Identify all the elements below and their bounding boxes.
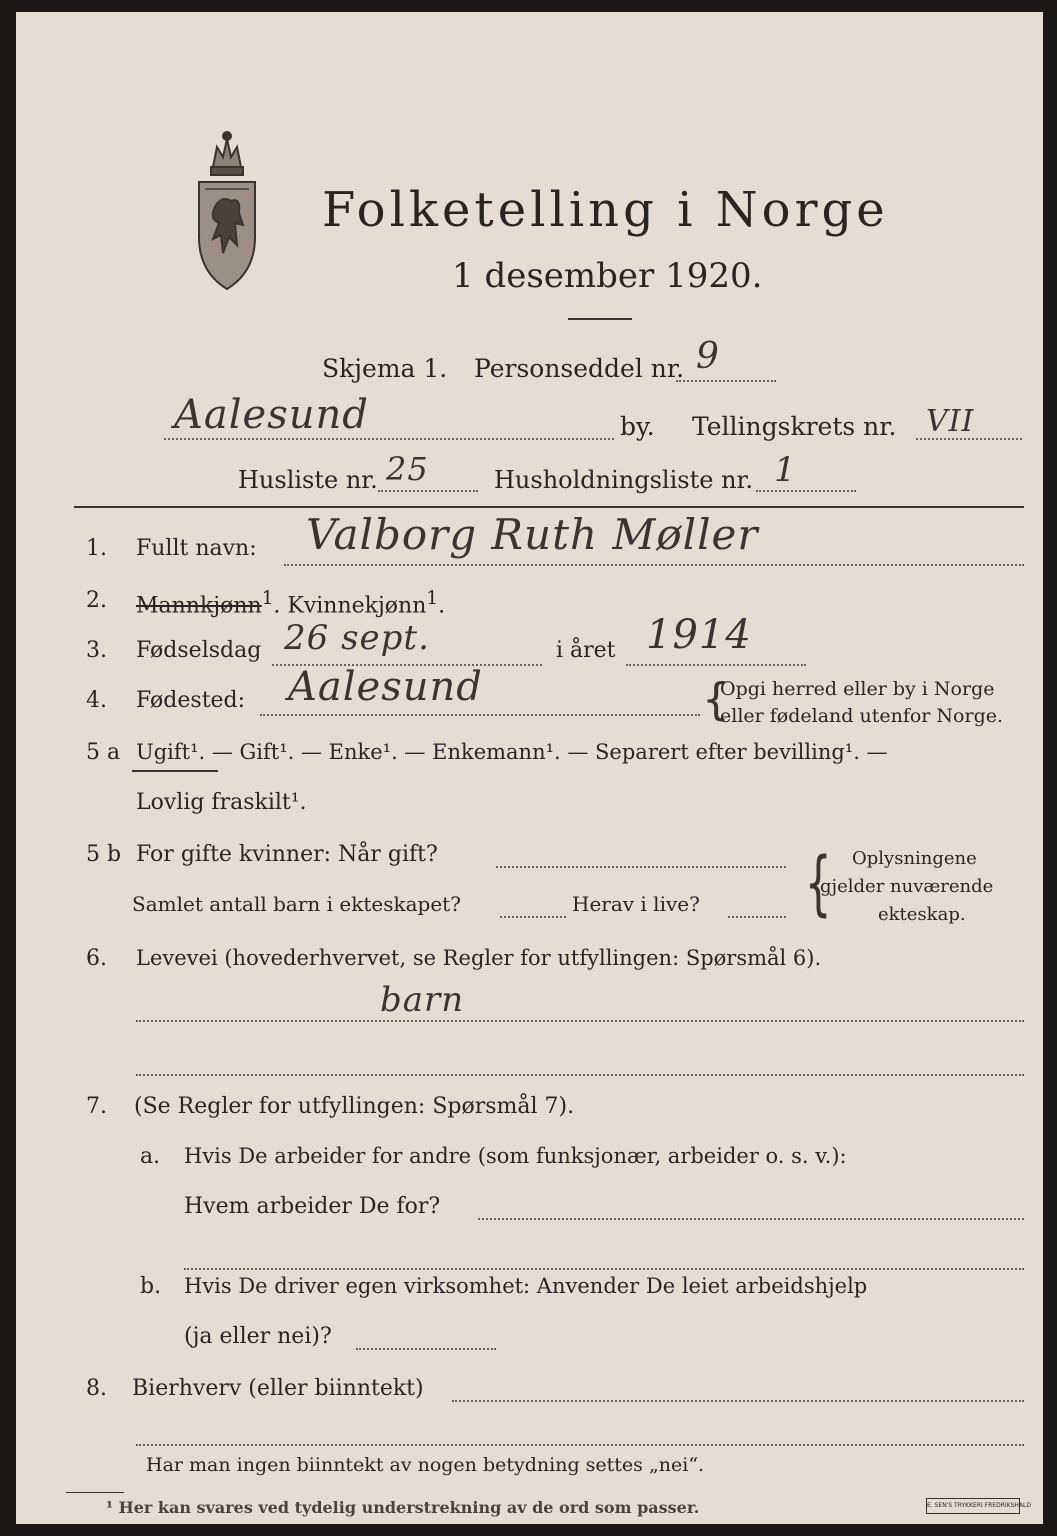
q2-separator-dot: .: [273, 593, 281, 619]
children-count-label: Samlet antall barn i ekteskapet?: [132, 892, 461, 916]
q5b-note-1: Oplysningene: [852, 848, 977, 869]
q7-number: 7.: [86, 1094, 107, 1119]
q4-number: 4.: [86, 688, 107, 713]
q7-label: (Se Regler for utfyllingen: Spørsmål 7).: [134, 1094, 575, 1119]
husliste-value: 25: [386, 450, 429, 488]
q7b-number: b.: [140, 1274, 162, 1299]
birth-year-field[interactable]: [626, 664, 806, 666]
q5b-number: 5 b: [86, 842, 122, 867]
q8-label: Bierhverv (eller biinntekt): [132, 1376, 424, 1401]
tellingskrets-value: VII: [926, 404, 975, 439]
q7b-line2: (ja eller nei)?: [184, 1324, 332, 1349]
husliste-label: Husliste nr.: [238, 466, 378, 494]
q5b-brace: {: [804, 842, 832, 924]
birthplace-value: Aalesund: [288, 664, 483, 710]
birthplace-note-1: Opgi herred eller by i Norge: [720, 678, 995, 700]
q4-label: Fødested:: [136, 688, 246, 713]
q4-brace: {: [702, 674, 730, 725]
full-name-value: Valborg Ruth Møller: [306, 510, 759, 559]
marital-status-options[interactable]: Ugift¹. — Gift¹. — Enke¹. — Enkemann¹. — Separert efter bevilling¹. —: [136, 740, 888, 764]
tellingskrets-label: Tellingskrets nr.: [692, 412, 897, 441]
city-value: Aalesund: [174, 392, 369, 438]
city-field[interactable]: [164, 438, 614, 440]
employer-field[interactable]: [478, 1218, 1024, 1220]
header-rule: [74, 506, 1024, 508]
husholdning-label: Husholdningsliste nr.: [494, 466, 753, 494]
coat-of-arms-icon: [191, 127, 263, 297]
q5b-note-3: ekteskap.: [878, 904, 966, 925]
q3-number: 3.: [86, 638, 107, 663]
side-income-field[interactable]: [452, 1400, 1024, 1402]
q5b-note-2: gjelder nuværende: [820, 876, 994, 897]
by-label: by.: [620, 412, 655, 441]
personseddel-field[interactable]: [676, 380, 776, 382]
married-when-label: For gifte kvinner: Når gift?: [136, 842, 438, 867]
full-name-field[interactable]: [284, 564, 1024, 566]
side-income-field-2[interactable]: [136, 1444, 1024, 1446]
printer-stamp: E. SEN'S TRYKKERI FREDRIKSHALD: [926, 1498, 1020, 1514]
q2-options: [136, 588, 445, 618]
footer-note: Har man ingen biinntekt av nogen betydning settes „nei“.: [146, 1454, 705, 1476]
children-alive-label: Herav i live?: [572, 892, 700, 916]
option-mannkjonn[interactable]: Mannkjønn: [136, 593, 262, 619]
q2-footnote-mark-2: 1: [426, 588, 439, 609]
birthplace-field[interactable]: [260, 714, 700, 716]
q2-number: 2.: [86, 588, 107, 613]
footnote-rule: [66, 1492, 124, 1493]
hired-help-field[interactable]: [356, 1348, 496, 1350]
ugift-underline: [132, 770, 218, 772]
q2-end-dot: .: [438, 593, 446, 619]
personseddel-value: 9: [696, 336, 720, 377]
q1-number: 1.: [86, 536, 107, 561]
title-divider: [568, 318, 632, 320]
q8-number: 8.: [86, 1376, 107, 1401]
skjema-label: Skjema 1.: [322, 354, 448, 383]
q7a-line2: Hvem arbeider De for?: [184, 1194, 441, 1219]
marital-status-options-2[interactable]: Lovlig fraskilt¹.: [136, 790, 307, 815]
census-date: 1 desember 1920.: [452, 256, 763, 296]
occupation-field-2[interactable]: [136, 1074, 1024, 1076]
q2-footnote-mark-1: 1: [261, 588, 274, 609]
husholdning-field[interactable]: [756, 490, 856, 492]
birthday-value: 26 sept.: [284, 618, 430, 658]
birth-year-value: 1914: [646, 612, 752, 658]
husholdning-value: 1: [774, 450, 797, 490]
q6-number: 6.: [86, 946, 107, 971]
q5a-number: 5 a: [86, 740, 121, 765]
option-kvinnekjonn[interactable]: Kvinnekjønn: [287, 593, 427, 619]
children-count-field[interactable]: [500, 916, 566, 918]
occupation-value: barn: [380, 980, 465, 1020]
birthplace-note-2: eller fødeland utenfor Norge.: [720, 705, 1004, 727]
q7b-line1: Hvis De driver egen virksomhet: Anvender De leiet arbeidshjelp: [184, 1274, 868, 1298]
children-alive-field[interactable]: [728, 916, 786, 918]
q7a-line1: Hvis De arbeider for andre (som funksjonær, arbeider o. s. v.):: [184, 1144, 847, 1168]
footnote: ¹ Her kan svares ved tydelig understrekning av de ord som passer.: [106, 1498, 700, 1517]
q3-label: Fødselsdag: [136, 638, 262, 663]
year-label: i året: [556, 638, 616, 663]
q7a-number: a.: [140, 1144, 161, 1169]
census-form-page: [16, 12, 1043, 1524]
husliste-field[interactable]: [378, 490, 478, 492]
occupation-field[interactable]: [136, 1020, 1024, 1022]
personseddel-label: Personseddel nr.: [474, 354, 685, 383]
q1-label: Fullt navn:: [136, 536, 257, 561]
form-title: Folketelling i Norge: [322, 182, 889, 238]
q6-label: Levevei (hovederhvervet, se Regler for utfyllingen: Spørsmål 6).: [136, 946, 822, 970]
employer-field-2[interactable]: [184, 1268, 1024, 1270]
married-when-field[interactable]: [496, 866, 786, 868]
